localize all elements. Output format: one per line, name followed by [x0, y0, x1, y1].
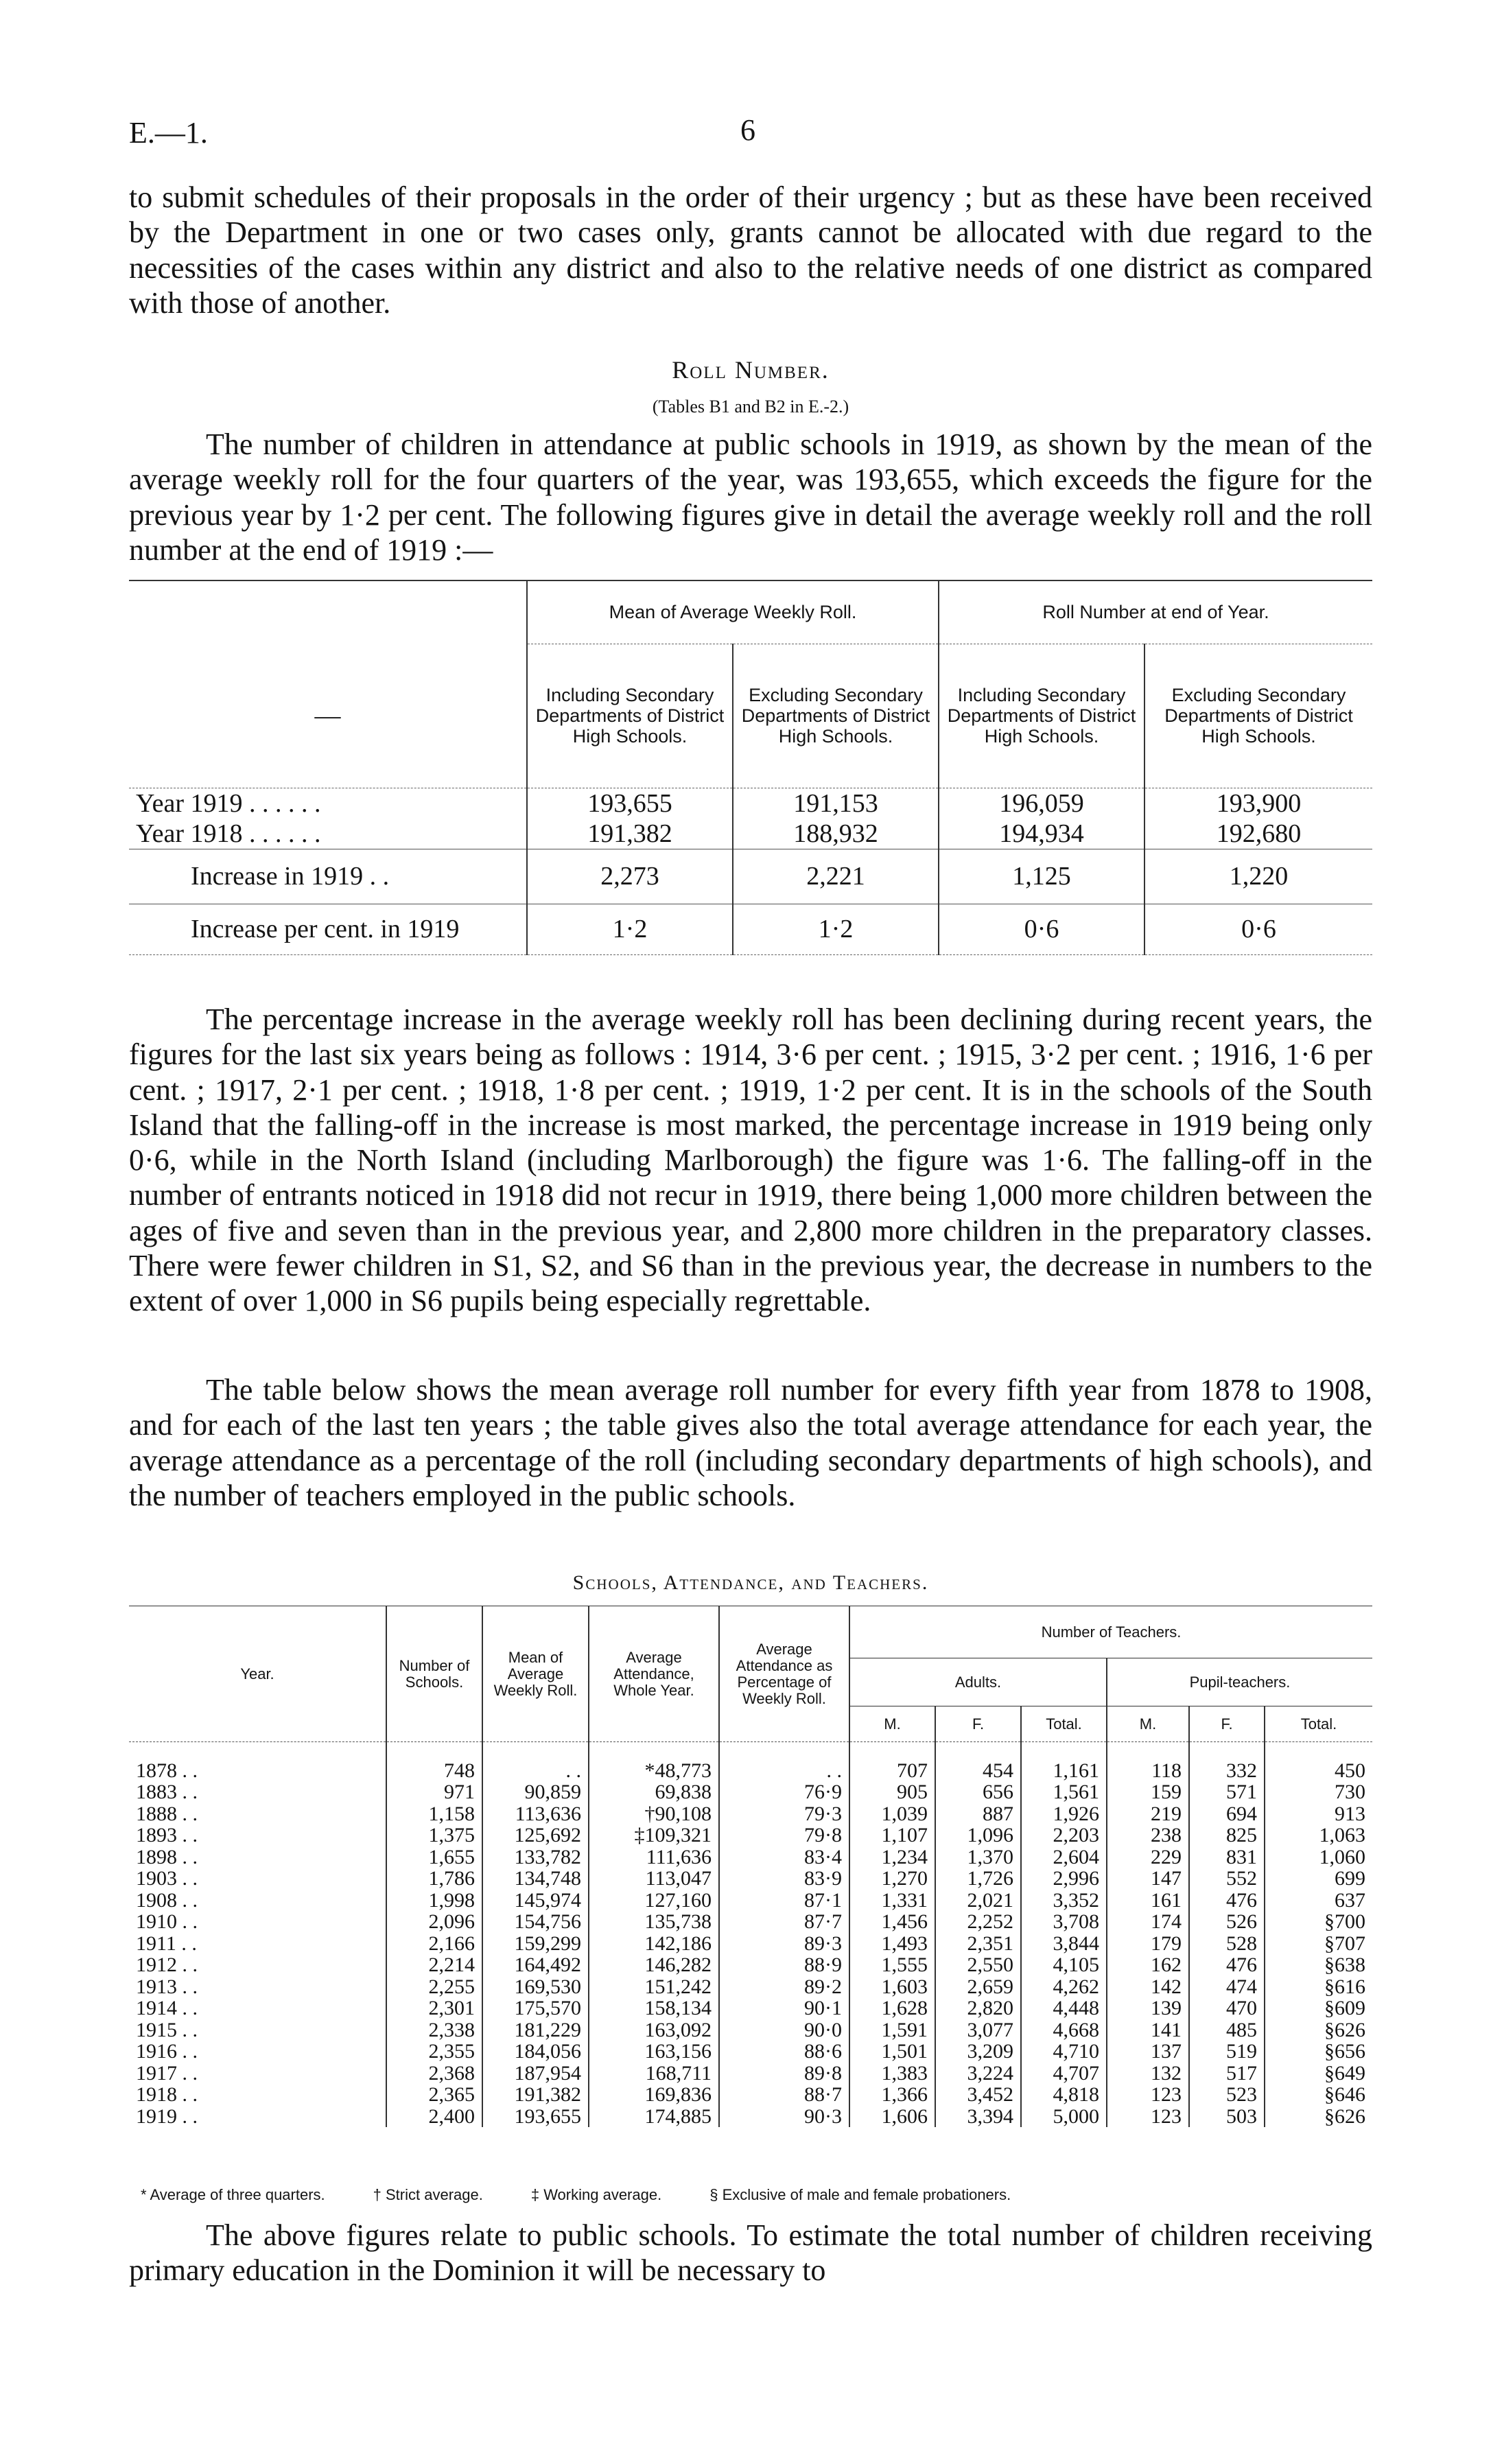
cell: §700: [1265, 1911, 1372, 1933]
table-row: [129, 1954, 1372, 1976]
cell: 188,932: [733, 819, 939, 849]
cell: 552: [1189, 1868, 1265, 1890]
cell: 174,885: [589, 2106, 719, 2128]
cell: 1,234: [849, 1846, 935, 1868]
cell: 2,368: [386, 2063, 482, 2085]
cell: 3,708: [1021, 1911, 1107, 1933]
year-cell: 1908 . .: [136, 1888, 198, 1912]
cell: 4,105: [1021, 1954, 1107, 1976]
cell: 3,077: [935, 2019, 1021, 2041]
cell: 1,456: [849, 1911, 935, 1933]
table-row: [129, 1824, 1372, 1846]
cell: 2,252: [935, 1911, 1021, 1933]
cell: 2,166: [386, 1933, 482, 1955]
year-cell: 1893 . .: [136, 1824, 198, 1846]
table-row: [129, 1846, 1372, 1868]
cell: 476: [1189, 1890, 1265, 1912]
table-intro-paragraph: The table below shows the mean average roll number for every fifth year from 1878 to 1908, and for each of the last ten years ; the table gives also the total average attendance for each year, the average attendance as a percentage of the roll (including secondary departments of high schools), and the number of teachers employed in the public schools.: [129, 1373, 1372, 1512]
cell: 517: [1189, 2063, 1265, 2085]
cell: 2,550: [935, 1954, 1021, 1976]
cell: §626: [1265, 2019, 1372, 2041]
cell: 1,561: [1021, 1781, 1107, 1803]
cell: 2,355: [386, 2041, 482, 2063]
table-row: [129, 1933, 1372, 1955]
cell: 145,974: [482, 1890, 589, 1912]
footnote: § Exclusive of male and female probationers.: [709, 2186, 1011, 2203]
cell: 2,400: [386, 2106, 482, 2128]
cell: 146,282: [589, 1954, 719, 1976]
cell: 87·7: [719, 1911, 849, 1933]
cell: 450: [1265, 1760, 1372, 1782]
cell: 132: [1107, 2063, 1189, 2085]
cell: 1,606: [849, 2106, 935, 2128]
cell: 1,926: [1021, 1803, 1107, 1825]
year-cell: 1912 . .: [136, 1953, 198, 1976]
cell: 181,229: [482, 2019, 589, 2041]
excluding-secondary-header: Excluding Secondary Departments of District High Schools.: [733, 644, 939, 788]
cell: 174: [1107, 1911, 1189, 1933]
cell: 1,493: [849, 1933, 935, 1955]
row-label: Year 1918 . . . . . .: [136, 819, 321, 848]
cell: . .: [482, 1760, 589, 1782]
cell: 179: [1107, 1933, 1189, 1955]
cell: 3,844: [1021, 1933, 1107, 1955]
schools-table-title: Schools, Attendance, and Teachers.: [572, 1571, 929, 1594]
cell: 125,692: [482, 1824, 589, 1846]
intro-paragraph: to submit schedules of their proposals in the order of their urgency ; but as these have been received by the Department in one or two cases only, grants cannot be allocated with due regard to the necessities of the cases within any district and also to the relative needs of one district as compared with those of another.: [129, 180, 1372, 320]
row-label: Increase per cent. in 1919: [191, 915, 460, 943]
cell: 2,820: [935, 1997, 1021, 2019]
cell: 2,365: [386, 2084, 482, 2106]
cell: 748: [386, 1760, 482, 1782]
including-secondary-header: Including Secondary Departments of District High Schools.: [939, 644, 1144, 788]
cell: 526: [1189, 1911, 1265, 1933]
cell: . .: [719, 1760, 849, 1782]
year-cell: 1913 . .: [136, 1975, 198, 1998]
closing-paragraph: The above figures relate to public schools. To estimate the total number of children receiving primary education in the Dominion it will be necessary to: [129, 2218, 1372, 2288]
table-row: [129, 788, 1372, 819]
cell: 523: [1189, 2084, 1265, 2106]
roll-number-paragraph: The number of children in attendance at public schools in 1919, as shown by the mean of the average weekly roll for the four quarters of the year, was 193,655, which exceeds the figure for the previous year by 1·2 per cent. The following figures give in detail the average weekly roll and the roll number at the end of 1919 :—: [129, 427, 1372, 567]
percentage-paragraph: The percentage increase in the average weekly roll has been declining during recent years, the figures for the last six years being as follows : 1914, 3·6 per cent. ; 1915, 3·2 per cent. ; 1916, 1·6 per cent. ; 1917, 2·1 per cent. ; 1918, 1·8 per cent. ; 1919, 1·2 per cent. It is in the schools of the South Island that the falling-off in the increase is most marked, the percentage increase in 1919 being only 0·6, while in the North Island (including Marlborough) the figure was 1·6. The falling-off in the number of entrants noticed in 1918 did not recur in 1919, there being 1,000 more children between the ages of five and seven than in the previous year, and 2,800 more children in the preparatory classes. There were fewer children in S1, S2, and S6 than in the previous year, the decrease in numbers to the extent of over 1,000 in S6 pupils being especially regrettable.: [129, 1002, 1372, 1318]
cell: 2,203: [1021, 1824, 1107, 1846]
schools-header: Number of Schools.: [386, 1606, 482, 1742]
cell: 1,726: [935, 1868, 1021, 1890]
cell: 5,000: [1021, 2106, 1107, 2128]
cell: 89·3: [719, 1933, 849, 1955]
cell: 4,707: [1021, 2063, 1107, 2085]
cell: 187,954: [482, 2063, 589, 2085]
cell: 1,998: [386, 1890, 482, 1912]
cell: 79·8: [719, 1824, 849, 1846]
mean-roll-header: Mean of Average Weekly Roll.: [482, 1606, 589, 1742]
cell: 3,352: [1021, 1890, 1107, 1912]
cell: 90·3: [719, 2106, 849, 2128]
cell: 637: [1265, 1890, 1372, 1912]
cell: 141: [1107, 2019, 1189, 2041]
cell: 194,934: [939, 819, 1144, 849]
cell: 4,448: [1021, 1997, 1107, 2019]
adults-header: Adults.: [849, 1658, 1107, 1706]
cell: 151,242: [589, 1976, 719, 1998]
cell: 76·9: [719, 1781, 849, 1803]
cell: §638: [1265, 1954, 1372, 1976]
year-cell: 1911 . .: [136, 1932, 197, 1955]
cell: 192,680: [1144, 819, 1372, 849]
roll-number-table: [129, 580, 1372, 955]
table-row: [129, 849, 1372, 904]
cell: 476: [1189, 1954, 1265, 1976]
cell: 825: [1189, 1824, 1265, 1846]
cell: 1,039: [849, 1803, 935, 1825]
table-row: [129, 1781, 1372, 1803]
including-secondary-header: Including Secondary Departments of District High Schools.: [527, 644, 733, 788]
cell: 707: [849, 1760, 935, 1782]
cell: 163,156: [589, 2041, 719, 2063]
cell: 1,125: [939, 849, 1144, 904]
cell: 1,270: [849, 1868, 935, 1890]
cell: §626: [1265, 2106, 1372, 2128]
cell: 730: [1265, 1781, 1372, 1803]
pupil-total-header: Total.: [1265, 1706, 1372, 1742]
cell: 4,668: [1021, 2019, 1107, 2041]
cell: 2,604: [1021, 1846, 1107, 1868]
year-header: Year.: [240, 1665, 274, 1682]
cell: §646: [1265, 2084, 1372, 2106]
cell: 1·2: [733, 904, 939, 954]
year-cell: 1888 . .: [136, 1802, 198, 1825]
cell: 193,655: [527, 788, 733, 819]
cell: 971: [386, 1781, 482, 1803]
cell: 1,331: [849, 1890, 935, 1912]
schools-attendance-teachers-table: [129, 1606, 1372, 2127]
cell: 88·6: [719, 2041, 849, 2063]
attendance-percent-header: Average Attendance as Percentage of Weekly Roll.: [719, 1606, 849, 1742]
year-cell: 1914 . .: [136, 1997, 198, 2019]
adults-female-header: F.: [935, 1706, 1021, 1742]
cell: 2,096: [386, 1911, 482, 1933]
document-reference: E.—1.: [129, 116, 208, 150]
cell: 90·1: [719, 1997, 849, 2019]
cell: 1·2: [527, 904, 733, 954]
cell: ‡109,321: [589, 1824, 719, 1846]
cell: 159,299: [482, 1933, 589, 1955]
cell: 1,786: [386, 1868, 482, 1890]
cell: 913: [1265, 1803, 1372, 1825]
table-row: [129, 1868, 1372, 1890]
cell: 1,220: [1144, 849, 1372, 904]
cell: 0·6: [939, 904, 1144, 954]
cell: 135,738: [589, 1911, 719, 1933]
year-cell: 1878 . .: [136, 1759, 198, 1782]
cell: 1,591: [849, 2019, 935, 2041]
teachers-header: Number of Teachers.: [849, 1606, 1372, 1658]
cell: 2,214: [386, 1954, 482, 1976]
cell: 485: [1189, 2019, 1265, 2041]
cell: 154,756: [482, 1911, 589, 1933]
year-cell: 1883 . .: [136, 1781, 198, 1803]
cell: 168,711: [589, 2063, 719, 2085]
cell: 1,366: [849, 2084, 935, 2106]
cell: 1,370: [935, 1846, 1021, 1868]
cell: 238: [1107, 1824, 1189, 1846]
cell: 159: [1107, 1781, 1189, 1803]
cell: 470: [1189, 1997, 1265, 2019]
year-cell: 1898 . .: [136, 1845, 198, 1868]
cell: 454: [935, 1760, 1021, 1782]
cell: 79·3: [719, 1803, 849, 1825]
table-row: [129, 1911, 1372, 1933]
cell: 2,338: [386, 2019, 482, 2041]
cell: 1,628: [849, 1997, 935, 2019]
mean-weekly-roll-header: Mean of Average Weekly Roll.: [527, 580, 939, 644]
adults-total-header: Total.: [1021, 1706, 1107, 1742]
cell: 2,996: [1021, 1868, 1107, 1890]
cell: 699: [1265, 1868, 1372, 1890]
cell: §649: [1265, 2063, 1372, 2085]
cell: 113,636: [482, 1803, 589, 1825]
footnotes: [141, 2186, 1376, 2204]
cell: 528: [1189, 1933, 1265, 1955]
table-row: [129, 2019, 1372, 2041]
footnote: ‡ Working average.: [530, 2186, 662, 2203]
cell: 88·9: [719, 1954, 849, 1976]
table-row: [129, 1803, 1372, 1825]
cell: *48,773: [589, 1760, 719, 1782]
cell: 83·4: [719, 1846, 849, 1868]
cell: 3,209: [935, 2041, 1021, 2063]
cell: 162: [1107, 1954, 1189, 1976]
cell: 142: [1107, 1976, 1189, 1998]
cell: 191,382: [482, 2084, 589, 2106]
cell: 831: [1189, 1846, 1265, 1868]
footnote: † Strict average.: [373, 2186, 483, 2203]
cell: 905: [849, 1781, 935, 1803]
cell: 1,383: [849, 2063, 935, 2085]
cell: 88·7: [719, 2084, 849, 2106]
cell: 474: [1189, 1976, 1265, 1998]
cell: 1,161: [1021, 1760, 1107, 1782]
cell: 571: [1189, 1781, 1265, 1803]
cell: 139: [1107, 1997, 1189, 2019]
cell: 0·6: [1144, 904, 1372, 954]
pupil-teachers-header: Pupil-teachers.: [1107, 1658, 1372, 1706]
cell: 887: [935, 1803, 1021, 1825]
cell: 89·2: [719, 1976, 849, 1998]
cell: 133,782: [482, 1846, 589, 1868]
cell: 1,063: [1265, 1824, 1372, 1846]
pupil-female-header: F.: [1189, 1706, 1265, 1742]
cell: §656: [1265, 2041, 1372, 2063]
cell: 169,836: [589, 2084, 719, 2106]
cell: 2,351: [935, 1933, 1021, 1955]
cell: 164,492: [482, 1954, 589, 1976]
cell: 191,382: [527, 819, 733, 849]
cell: 694: [1189, 1803, 1265, 1825]
cell: 123: [1107, 2084, 1189, 2106]
year-cell: 1903 . .: [136, 1867, 198, 1890]
cell: 2,273: [527, 849, 733, 904]
cell: 1,555: [849, 1954, 935, 1976]
table-row: [129, 2106, 1372, 2128]
row-label: Year 1919 . . . . . .: [136, 788, 321, 818]
pupil-male-header: M.: [1107, 1706, 1189, 1742]
cell: 184,056: [482, 2041, 589, 2063]
year-cell: 1917 . .: [136, 2061, 198, 2085]
cell: 2,301: [386, 1997, 482, 2019]
cell: 219: [1107, 1803, 1189, 1825]
cell: 4,710: [1021, 2041, 1107, 2063]
cell: 4,262: [1021, 1976, 1107, 1998]
roll-number-subtitle: (Tables B1 and B2 in E.-2.): [652, 397, 849, 416]
cell: 1,060: [1265, 1846, 1372, 1868]
cell: 90·0: [719, 2019, 849, 2041]
cell: §707: [1265, 1933, 1372, 1955]
cell: 127,160: [589, 1890, 719, 1912]
row-label: Increase in 1919 . .: [191, 862, 390, 891]
roll-number-heading: Roll Number.: [672, 356, 830, 384]
cell: 193,655: [482, 2106, 589, 2128]
cell: 1,501: [849, 2041, 935, 2063]
cell: 191,153: [733, 788, 939, 819]
cell: 2,255: [386, 1976, 482, 1998]
footnote: * Average of three quarters.: [141, 2186, 325, 2203]
year-cell: 1918 . .: [136, 2083, 198, 2106]
table-row: [129, 819, 1372, 849]
cell: 193,900: [1144, 788, 1372, 819]
table-row: [129, 2084, 1372, 2106]
year-cell: 1910 . .: [136, 1910, 198, 1933]
table-row: [129, 2063, 1372, 2085]
table-row: [129, 904, 1372, 954]
year-cell: 1916 . .: [136, 2040, 198, 2063]
cell: 142,186: [589, 1933, 719, 1955]
cell: 163,092: [589, 2019, 719, 2041]
cell: 169,530: [482, 1976, 589, 1998]
attendance-header: Average Attendance, Whole Year.: [589, 1606, 719, 1742]
cell: 134,748: [482, 1868, 589, 1890]
cell: 2,659: [935, 1976, 1021, 1998]
cell: 3,394: [935, 2106, 1021, 2128]
cell: 83·9: [719, 1868, 849, 1890]
cell: 158,134: [589, 1997, 719, 2019]
excluding-secondary-header: Excluding Secondary Departments of District High Schools.: [1144, 644, 1372, 788]
page-number: 6: [740, 113, 755, 147]
cell: §609: [1265, 1997, 1372, 2019]
cell: 4,818: [1021, 2084, 1107, 2106]
cell: 1,158: [386, 1803, 482, 1825]
empty-header-dash: —: [314, 701, 341, 730]
cell: 229: [1107, 1846, 1189, 1868]
cell: 118: [1107, 1760, 1189, 1782]
cell: 87·1: [719, 1890, 849, 1912]
year-cell: 1919 . .: [136, 2104, 198, 2128]
cell: 175,570: [482, 1997, 589, 2019]
cell: §616: [1265, 1976, 1372, 1998]
cell: 90,859: [482, 1781, 589, 1803]
cell: 161: [1107, 1890, 1189, 1912]
cell: 2,221: [733, 849, 939, 904]
table-row: [129, 2041, 1372, 2063]
cell: 1,603: [849, 1976, 935, 1998]
cell: 503: [1189, 2106, 1265, 2128]
roll-end-of-year-header: Roll Number at end of Year.: [939, 580, 1372, 644]
table-row: [129, 1760, 1372, 1782]
cell: 519: [1189, 2041, 1265, 2063]
cell: 147: [1107, 1868, 1189, 1890]
cell: 137: [1107, 2041, 1189, 2063]
cell: 1,096: [935, 1824, 1021, 1846]
cell: 1,655: [386, 1846, 482, 1868]
table-row: [129, 1890, 1372, 1912]
cell: 123: [1107, 2106, 1189, 2128]
cell: 196,059: [939, 788, 1144, 819]
cell: 1,375: [386, 1824, 482, 1846]
year-cell: 1915 . .: [136, 2018, 198, 2041]
cell: 111,636: [589, 1846, 719, 1868]
cell: †90,108: [589, 1803, 719, 1825]
cell: 89·8: [719, 2063, 849, 2085]
cell: 3,224: [935, 2063, 1021, 2085]
cell: 656: [935, 1781, 1021, 1803]
cell: 1,107: [849, 1824, 935, 1846]
table-row: [129, 1976, 1372, 1998]
table-row: [129, 1997, 1372, 2019]
cell: 113,047: [589, 1868, 719, 1890]
cell: 3,452: [935, 2084, 1021, 2106]
cell: 332: [1189, 1760, 1265, 1782]
adults-male-header: M.: [849, 1706, 935, 1742]
schools-table-body: [129, 1760, 1372, 2128]
cell: 2,021: [935, 1890, 1021, 1912]
cell: 69,838: [589, 1781, 719, 1803]
